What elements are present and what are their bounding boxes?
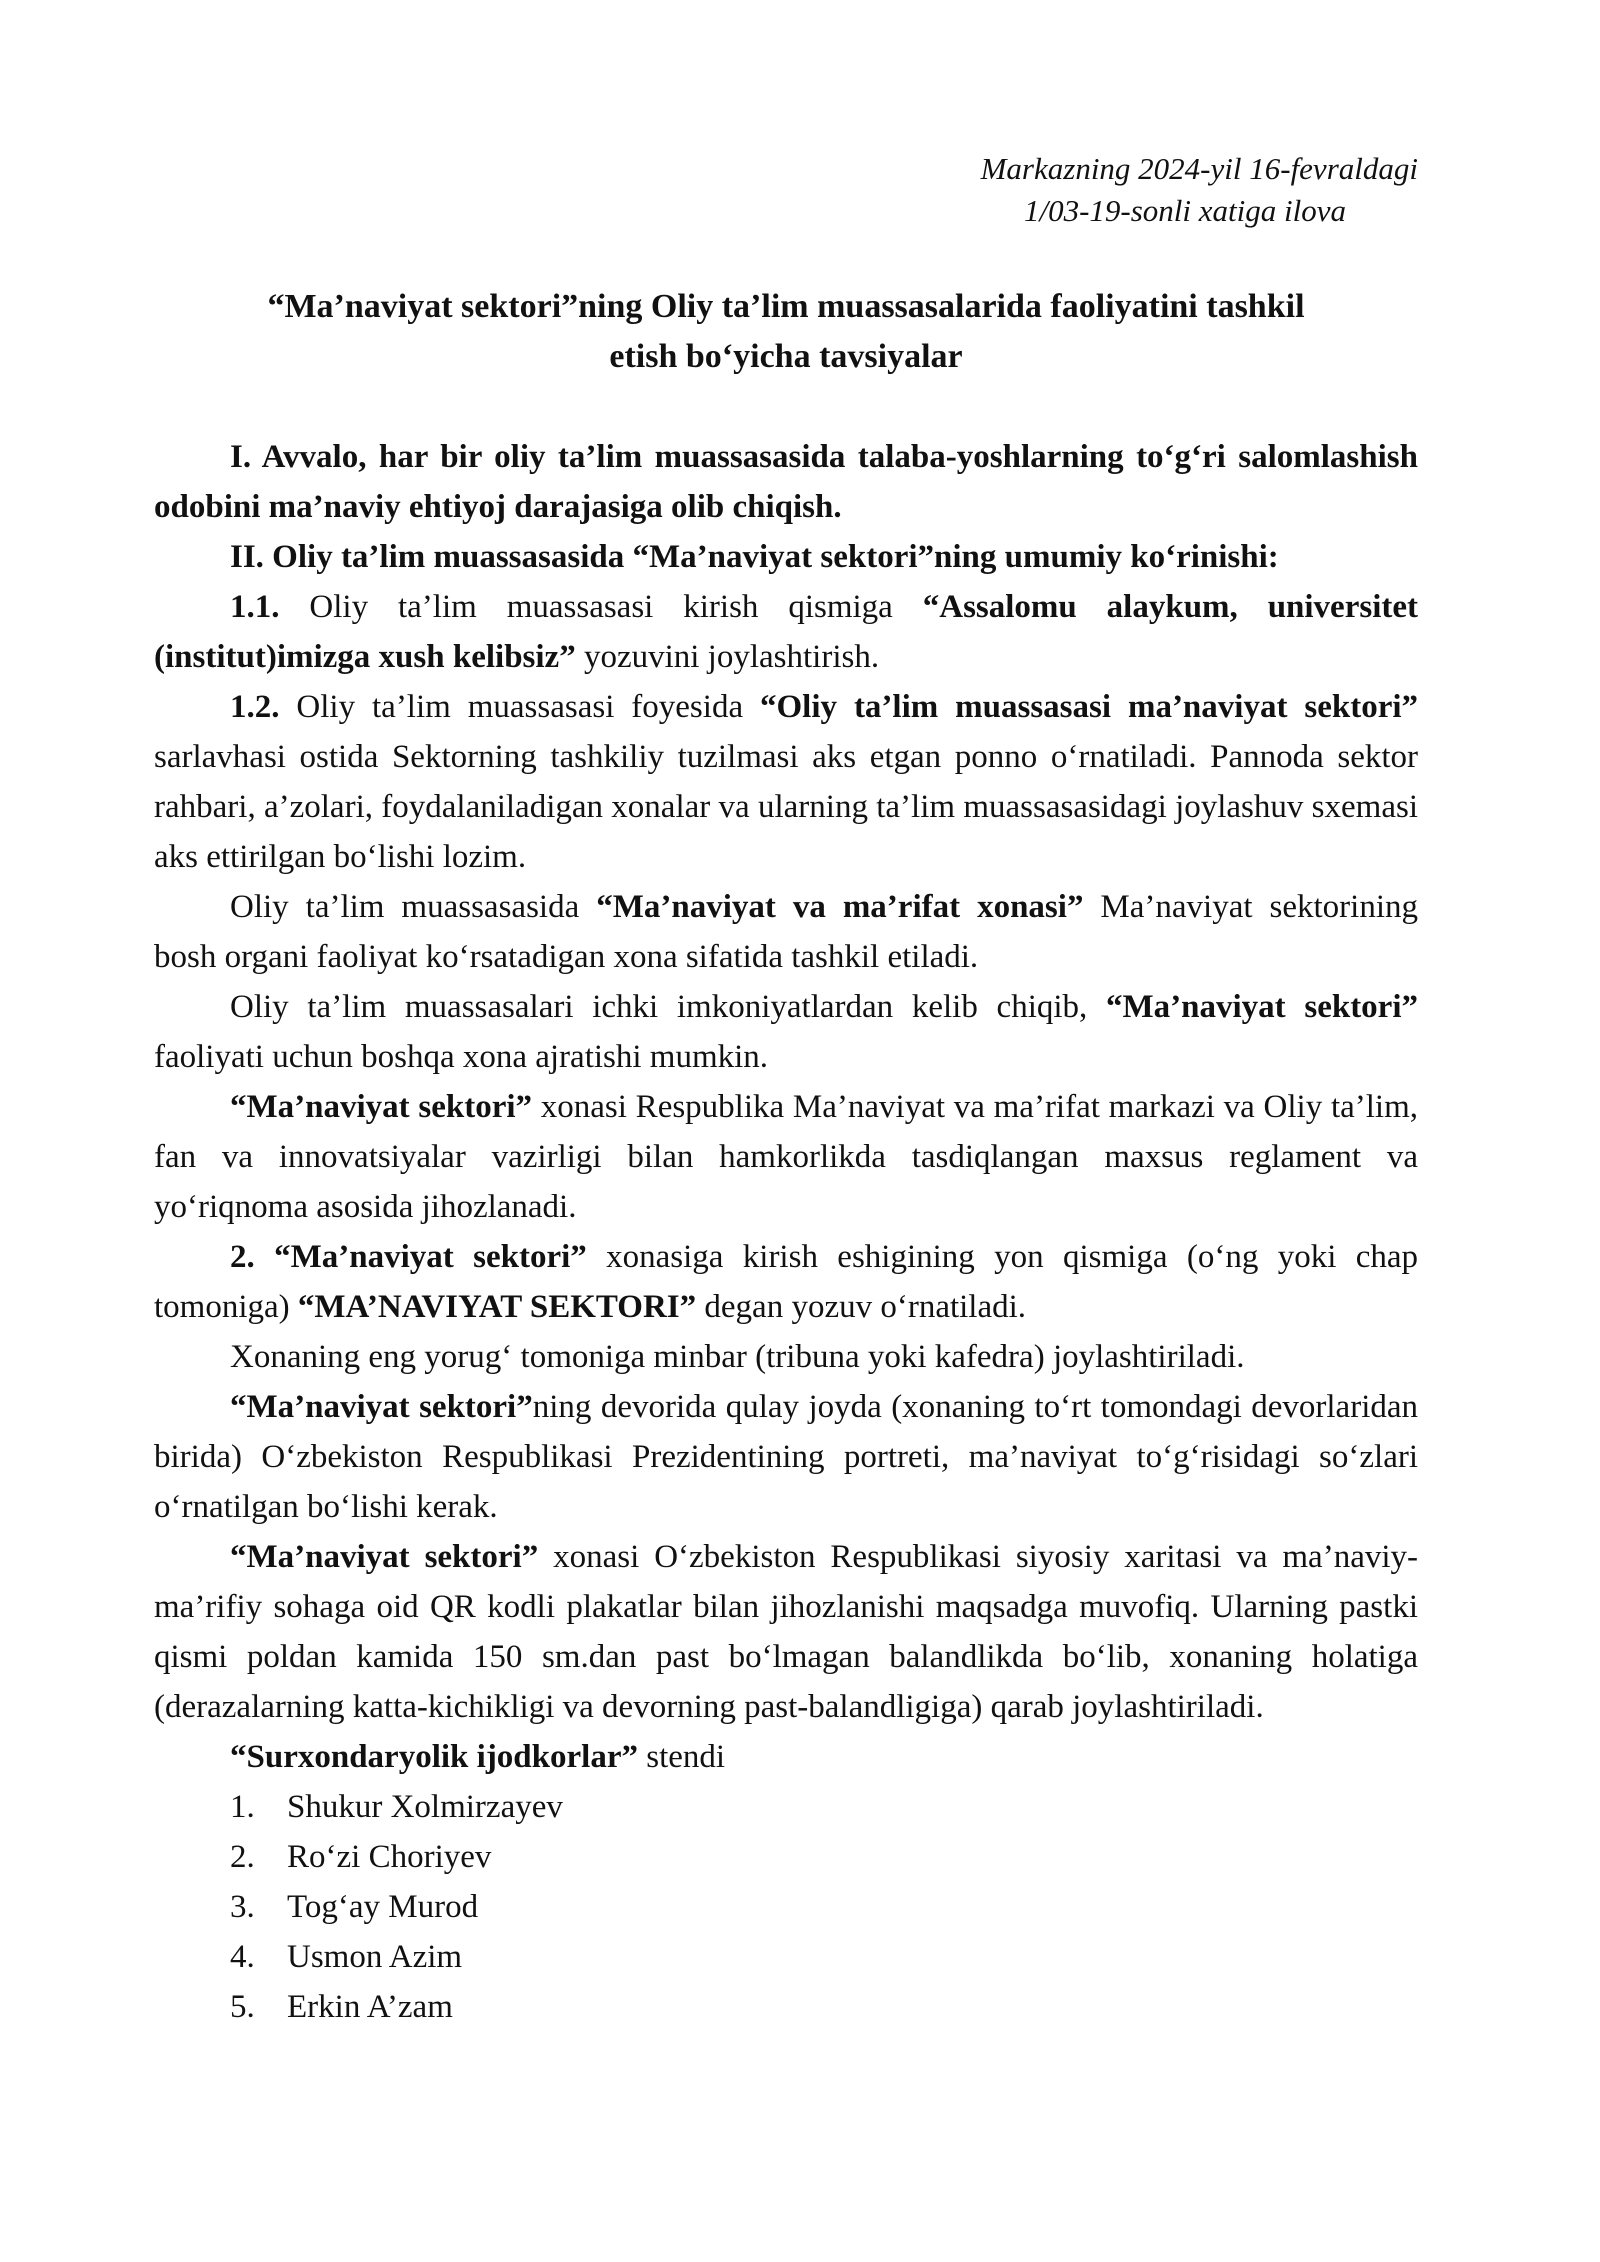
paragraph-9-text: xonasi O‘zbekiston Respublikasi siyosiy xaritasi va ma’naviy-ma’rifiy sohaga oid QR kodli plakatlar bilan jihozlanishi maqsadga muvofiq. Ularning pastki qismi poldan kamida 150 sm.dan past bo‘lmagan balandlikda bo‘lib, xonaning holatiga (derazalarning katta-kichikligi va devorning past-balandligiga) qarab joylashtiriladi. — [154, 1539, 1418, 1725]
paragraph-6-text-a: xonasiga kirish eshigining yon qismiga (o‘ng yoki chap tomoniga) — [154, 1239, 1419, 1325]
list-item-number: 5. — [230, 1989, 255, 2025]
stand-heading-text: stendi — [637, 1739, 726, 1775]
paragraph-5 — [154, 1082, 1418, 1232]
paragraph-3 — [154, 882, 1418, 982]
title-line-1: “Ma’naviyat sektori”ning Oliy ta’lim muassasalarida faoliyatini tashkil — [267, 288, 1305, 325]
list-item-name: Usmon Azim — [287, 1939, 463, 1975]
paragraph-1-2-bold: “Oliy ta’lim muassasasi ma’naviyat sektori” — [760, 689, 1419, 725]
list-item — [154, 1982, 1418, 2032]
paragraph-1-1-number: 1.1. — [230, 589, 280, 625]
document-page — [154, 148, 1418, 2032]
list-item-number: 2. — [230, 1839, 255, 1875]
list-item-name: Erkin A’zam — [287, 1989, 453, 2025]
paragraph-6 — [154, 1232, 1418, 1332]
paragraph-3-text-b: Ma’naviyat sektorining bosh organi faoliyat ko‘rsatadigan xona sifatida tashkil etiladi. — [154, 889, 1418, 975]
list-item-name: Ro‘zi Choriyev — [287, 1839, 492, 1875]
section-1-text: I. Avvalo, har bir oliy ta’lim muassasasida talaba-yoshlarning to‘g‘ri salomlashish odobini ma’naviy ehtiyoj darajasiga olib chiqish. — [154, 439, 1418, 525]
paragraph-3-text-a: Oliy ta’lim muassasasida — [230, 889, 597, 925]
list-item-number: 1. — [230, 1789, 255, 1825]
paragraph-1-1-text-a: Oliy ta’lim muassasasi kirish qismiga — [279, 589, 923, 625]
list-item — [154, 1782, 1418, 1832]
list-item — [154, 1932, 1418, 1982]
annex-note — [154, 148, 1418, 232]
title-line-2: etish bo‘yicha tavsiyalar — [609, 338, 963, 375]
paragraph-8-bold: “Ma’naviyat sektori” — [230, 1389, 533, 1425]
list-item — [154, 1832, 1418, 1882]
annex-line-1: Markazning 2024-yil 16-fevraldagi — [980, 151, 1418, 186]
stand-heading — [154, 1732, 1418, 1782]
paragraph-6-text-b: degan yozuv o‘rnatiladi. — [696, 1289, 1027, 1325]
list-item-name: Shukur Xolmirzayev — [287, 1789, 563, 1825]
paragraph-6-bold-b: “MA’NAVIYAT SEKTORI” — [297, 1289, 697, 1325]
paragraph-3-bold: “Ma’naviyat va ma’rifat xonasi” — [596, 889, 1084, 925]
section-2-text: II. Oliy ta’lim muassasasida “Ma’naviyat sektori”ning umumiy ko‘rinishi: — [230, 539, 1279, 575]
paragraph-6-bold-a: 2. “Ma’naviyat sektori” — [230, 1239, 587, 1275]
list-item — [154, 1882, 1418, 1932]
paragraph-1-1-bold: “Assalomu alaykum, universitet (institut)imizga xush kelibsiz” — [154, 589, 1418, 675]
paragraph-5-bold: “Ma’naviyat sektori” — [230, 1089, 533, 1125]
paragraph-4 — [154, 982, 1418, 1082]
list-item-number: 3. — [230, 1889, 255, 1925]
document-body — [154, 432, 1418, 2032]
paragraph-7 — [154, 1332, 1418, 1382]
paragraph-4-bold: “Ma’naviyat sektori” — [1106, 989, 1418, 1025]
paragraph-1-2-number: 1.2. — [230, 689, 280, 725]
paragraph-8 — [154, 1382, 1418, 1532]
list-item-name: Tog‘ay Murod — [287, 1889, 479, 1925]
document-title — [154, 282, 1418, 382]
paragraph-1-1-text-b: yozuvini joylashtirish. — [575, 639, 880, 675]
paragraph-7-text: Xonaning eng yorug‘ tomoniga minbar (tribuna yoki kafedra) joylashtiriladi. — [230, 1339, 1245, 1375]
paragraph-4-text-b: faoliyati uchun boshqa xona ajratishi mumkin. — [154, 1039, 769, 1075]
paragraph-1-2-text-b: sarlavhasi ostida Sektorning tashkiliy tuzilmasi aks etgan ponno o‘rnatiladi. Pannoda sektor rahbari, a’zolari, foydalaniladigan xonalar va ularning ta’lim muassasasidagi joylashuv sxemasi aks ettirilgan bo‘lishi lozim. — [154, 739, 1418, 875]
paragraph-8-text: ning devorida qulay joyda (xonaning to‘rt tomondagi devorlaridan birida) O‘zbekiston Respublikasi Prezidentining portreti, ma’naviyat to‘g‘risidagi so‘zlari o‘rnatilgan bo‘lishi kerak. — [154, 1389, 1419, 1525]
paragraph-9-bold: “Ma’naviyat sektori” — [230, 1539, 539, 1575]
stand-heading-bold: “Surxondaryolik ijodkorlar” — [230, 1739, 638, 1775]
paragraph-5-text: xonasi Respublika Ma’naviyat va ma’rifat markazi va Oliy ta’lim, fan va innovatsiyalar vazirligi bilan hamkorlikda tasdiqlangan maxsus reglament va yo‘riqnoma asosida jihozlanadi. — [154, 1089, 1419, 1225]
section-2 — [154, 532, 1418, 582]
annex-line-2: 1/03-19-sonli xatiga ilova — [1023, 193, 1346, 228]
paragraph-1-2-text-a: Oliy ta’lim muassasasi foyesida — [279, 689, 761, 725]
paragraph-1-1 — [154, 582, 1418, 682]
paragraph-9 — [154, 1532, 1418, 1732]
list-item-number: 4. — [230, 1939, 255, 1975]
writers-list — [154, 1782, 1418, 2032]
paragraph-1-2 — [154, 682, 1418, 882]
section-1 — [154, 432, 1418, 532]
paragraph-4-text-a: Oliy ta’lim muassasalari ichki imkoniyatlardan kelib chiqib, — [230, 989, 1106, 1025]
